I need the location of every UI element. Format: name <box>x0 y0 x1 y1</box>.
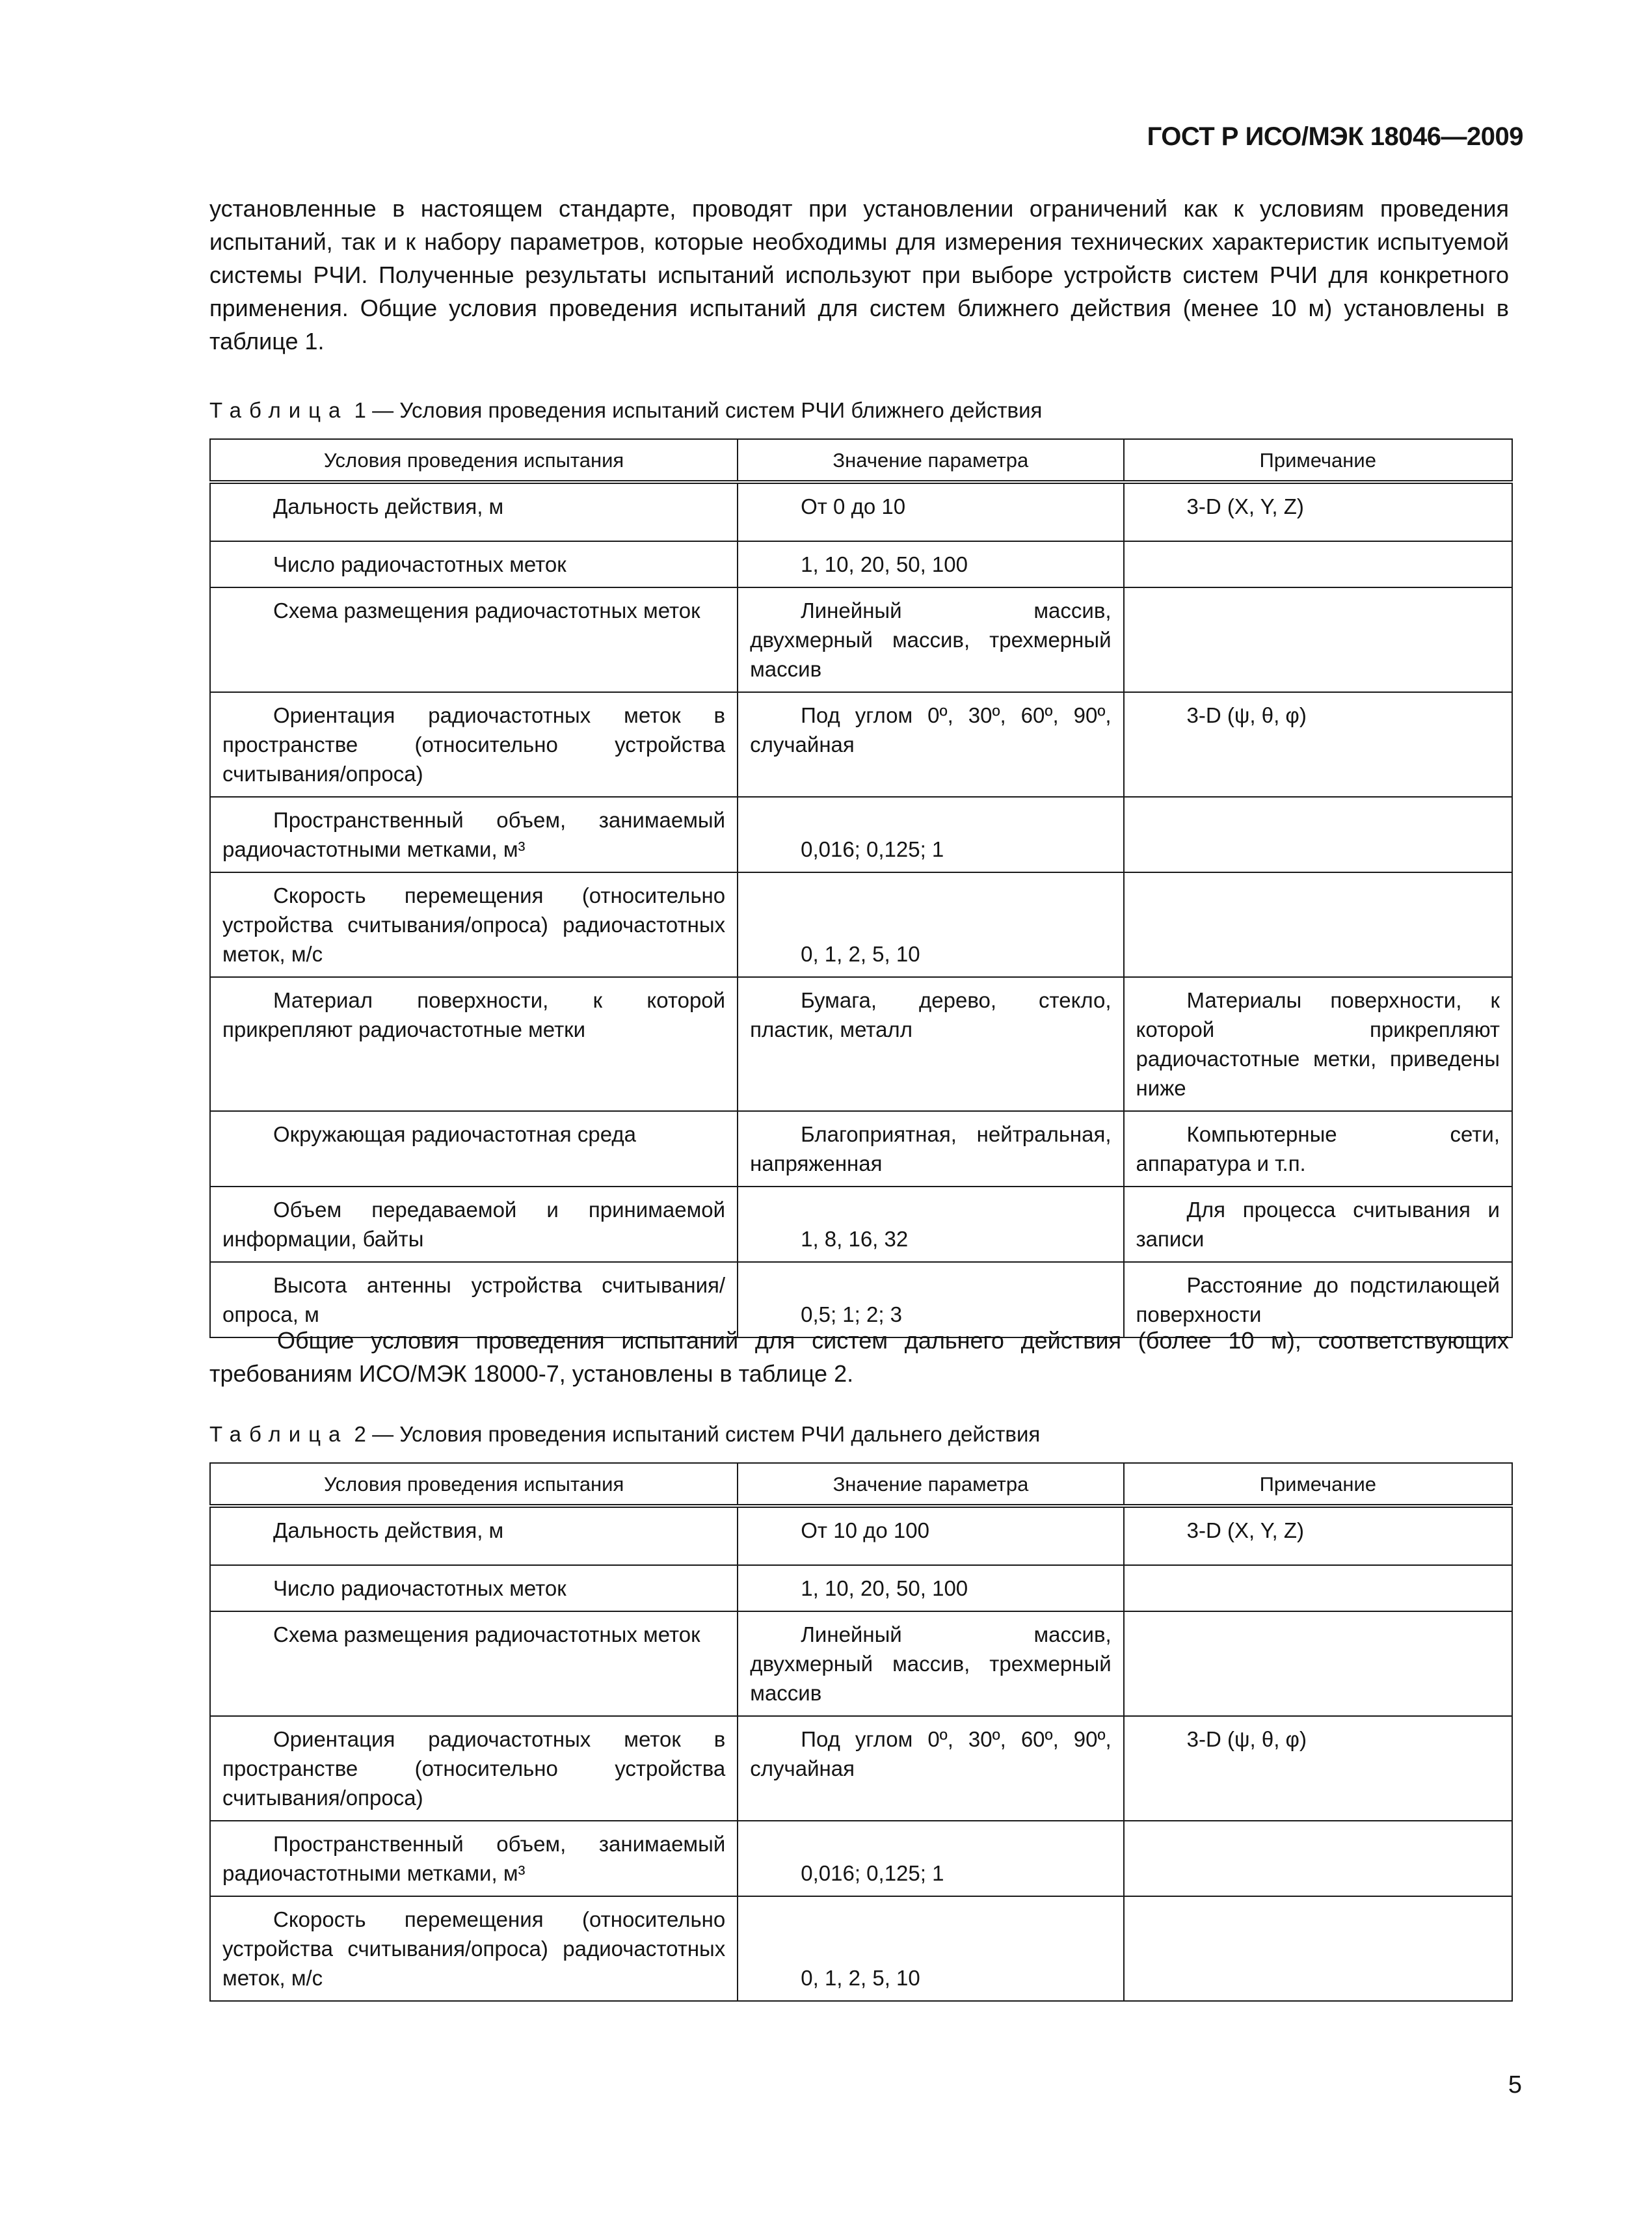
table-row <box>210 872 1512 977</box>
table-row <box>210 541 1512 587</box>
table-row <box>210 482 1512 541</box>
table2-cell-value: Под углом 0º, 30º, 60º, 90º, случайная <box>738 1716 1123 1821</box>
table1-cell-note <box>1124 541 1512 587</box>
table2-cell-note: 3-D (X, Y, Z) <box>1124 1506 1512 1565</box>
table2-cell-note <box>1124 1821 1512 1896</box>
table2-cell-condition: Схема размещения радиочастотных меток <box>210 1611 738 1716</box>
page-number: 5 <box>1508 2071 1522 2099</box>
table1-cell-condition: Объем передаваемой и принимаемой информации, байты <box>210 1187 738 1262</box>
table2-cell-note <box>1124 1611 1512 1716</box>
table1-cell-value: Бумага, дерево, стекло, пластик, металл <box>738 977 1123 1111</box>
table1-cell-condition: Схема размещения радиочастотных меток <box>210 587 738 692</box>
table1-cell-value: 0, 1, 2, 5, 10 <box>738 872 1123 977</box>
table1-cell-value: Линейный массив, двухмерный массив, трехмерный массив <box>738 587 1123 692</box>
table1-cell-value: 1, 8, 16, 32 <box>738 1187 1123 1262</box>
table1-cell-condition: Скорость перемещения (относительно устройства считывания/опроса) радиочастотных меток, м/с <box>210 872 738 977</box>
table1-header-value: Значение параметра <box>738 439 1123 482</box>
table1-caption <box>209 398 1042 423</box>
table2-caption-text: 2 — Условия проведения испытаний систем РЧИ дальнего действия <box>348 1422 1041 1446</box>
table1-cell-value: Благоприятная, нейтральная, напряженная <box>738 1111 1123 1187</box>
table2-cell-condition: Скорость перемещения (относительно устройства считывания/опроса) радиочастотных меток, м/с <box>210 1896 738 2001</box>
table-row <box>210 692 1512 797</box>
table-row <box>210 977 1512 1111</box>
table-row <box>210 587 1512 692</box>
table1-cell-note: Расстояние до подстилающей поверхности <box>1124 1262 1512 1337</box>
table2-header-condition: Условия проведения испытания <box>210 1463 738 1506</box>
table1-header-row <box>210 439 1512 482</box>
table1-cell-value: 1, 10, 20, 50, 100 <box>738 541 1123 587</box>
table2-cell-condition: Ориентация радиочастотных меток в пространстве (относительно устройства считывания/опроса) <box>210 1716 738 1821</box>
table2-cell-note <box>1124 1896 1512 2001</box>
table1-cell-note: 3-D (ψ, θ, φ) <box>1124 692 1512 797</box>
table1-cell-condition: Число радиочастотных меток <box>210 541 738 587</box>
table-row <box>210 797 1512 872</box>
table-row <box>210 1187 1512 1262</box>
table1-cell-condition: Дальность действия, м <box>210 482 738 541</box>
table1-cell-note <box>1124 587 1512 692</box>
intro-paragraph: установленные в настоящем стандарте, проводят при установлении ограничений как к условиям проведения испытаний, так и к набору параметров, которые необходимы для измерения технических характеристик испытуемой системы РЧИ. Полученные результаты испытаний используют при выборе устройств систем РЧИ для конкретного применения. Общие условия проведения испытаний для систем ближнего действия (менее 10 м) установлены в таблице 1. <box>209 195 1509 355</box>
table2-header-value: Значение параметра <box>738 1463 1123 1506</box>
table-row <box>210 1506 1512 1565</box>
table-row <box>210 1716 1512 1821</box>
table1-cell-value: 0,5; 1; 2; 3 <box>738 1262 1123 1337</box>
table1-cell-condition: Ориентация радиочастотных меток в пространстве (относительно устройства считывания/опроса) <box>210 692 738 797</box>
table2-cell-note: 3-D (ψ, θ, φ) <box>1124 1716 1512 1821</box>
table1-header-condition: Условия проведения испытания <box>210 439 738 482</box>
table1-header-note: Примечание <box>1124 439 1512 482</box>
table-row <box>210 1611 1512 1716</box>
table1-cell-value: 0,016; 0,125; 1 <box>738 797 1123 872</box>
table-row <box>210 1565 1512 1611</box>
table2-cell-condition: Дальность действия, м <box>210 1506 738 1565</box>
table2-cell-note <box>1124 1565 1512 1611</box>
table1-cell-condition: Материал поверхности, к которой прикрепляют радиочастотные метки <box>210 977 738 1111</box>
table2-cell-condition: Число радиочастотных меток <box>210 1565 738 1611</box>
table1 <box>209 438 1513 1338</box>
table-row <box>210 1821 1512 1896</box>
table2-header-note: Примечание <box>1124 1463 1512 1506</box>
table1-caption-text: 1 — Условия проведения испытаний систем РЧИ ближнего действия <box>348 398 1043 422</box>
table-row <box>210 1896 1512 2001</box>
table2-cell-condition: Пространственный объем, занимаемый радиочастотными метками, м³ <box>210 1821 738 1896</box>
table2-cell-value: 0, 1, 2, 5, 10 <box>738 1896 1123 2001</box>
table2-cell-value: 0,016; 0,125; 1 <box>738 1821 1123 1896</box>
table-row <box>210 1111 1512 1187</box>
table1-cell-condition: Окружающая радиочастотная среда <box>210 1111 738 1187</box>
table1-cell-note: Компьютерные сети, аппаратура и т.п. <box>1124 1111 1512 1187</box>
table1-cell-note: Для процесса считывания и записи <box>1124 1187 1512 1262</box>
table2-header-row <box>210 1463 1512 1506</box>
table1-cell-value: Под углом 0º, 30º, 60º, 90º, случайная <box>738 692 1123 797</box>
table2-cell-value: 1, 10, 20, 50, 100 <box>738 1565 1123 1611</box>
table2 <box>209 1462 1513 2002</box>
middle-paragraph: Общие условия проведения испытаний для систем дальнего действия (более 10 м), соответствующих требованиям ИСО/МЭК 18000-7, установлены в таблице 2. <box>209 1327 1509 1387</box>
standard-designation: ГОСТ Р ИСО/МЭК 18046—2009 <box>1147 122 1523 151</box>
table1-cell-condition: Пространственный объем, занимаемый радиочастотными метками, м³ <box>210 797 738 872</box>
table2-caption <box>209 1422 1040 1447</box>
table1-cell-note: 3-D (X, Y, Z) <box>1124 482 1512 541</box>
table1-cell-value: От 0 до 10 <box>738 482 1123 541</box>
table1-cell-note: Материалы поверхности, к которой прикрепляют радиочастотные метки, приведены ниже <box>1124 977 1512 1111</box>
table2-caption-word: Таблица <box>209 1422 349 1446</box>
table2-cell-value: От 10 до 100 <box>738 1506 1123 1565</box>
table2-cell-value: Линейный массив, двухмерный массив, трехмерный массив <box>738 1611 1123 1716</box>
table1-cell-condition: Высота антенны устройства считывания/опроса, м <box>210 1262 738 1337</box>
table1-caption-word: Таблица <box>209 398 349 422</box>
table1-cell-note <box>1124 872 1512 977</box>
table1-cell-note <box>1124 797 1512 872</box>
